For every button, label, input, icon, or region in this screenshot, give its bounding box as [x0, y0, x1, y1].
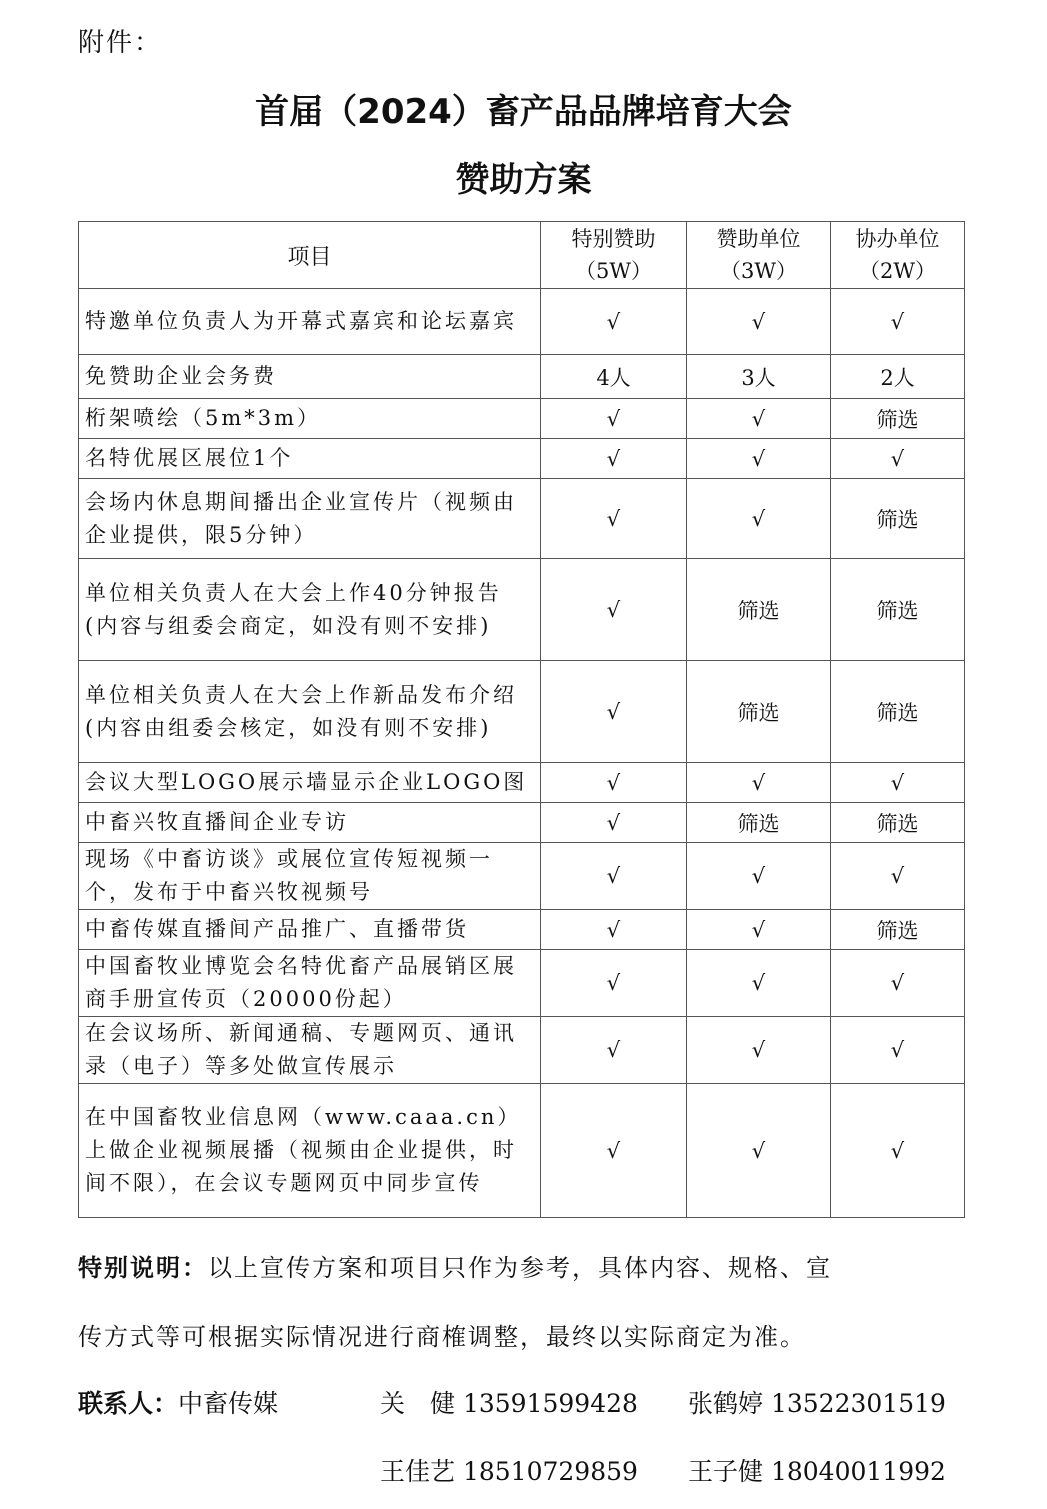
row-item: 桁架喷绘（5m*3m）	[79, 399, 541, 439]
row-item: 单位相关负责人在大会上作40分钟报告(内容与组委会商定，如没有则不安排)	[79, 559, 541, 661]
contact-person	[380, 1452, 638, 1488]
row-item: 中国畜牧业博览会名特优畜产品展销区展商手册宣传页（20000份起）	[79, 950, 541, 1017]
contact-person	[688, 1452, 946, 1488]
table-row	[79, 399, 965, 439]
check-icon: √	[541, 1084, 687, 1218]
check-icon: √	[541, 661, 687, 763]
check-icon: √	[831, 439, 965, 479]
check-icon: √	[541, 763, 687, 803]
table-row	[79, 355, 965, 399]
table-row	[79, 1084, 965, 1218]
document-subtitle: 赞助方案	[455, 160, 592, 200]
row-value: 筛选	[687, 661, 831, 763]
row-item: 特邀单位负责人为开幕式嘉宾和论坛嘉宾	[79, 289, 541, 355]
special-note-text: 以上宣传方案和项目只作为参考，具体内容、规格、宣	[208, 1254, 832, 1282]
check-icon: √	[687, 289, 831, 355]
row-item: 中畜传媒直播间产品推广、直播带货	[79, 910, 541, 950]
tier-name: 协办单位	[855, 227, 940, 251]
check-icon: √	[541, 843, 687, 910]
column-header-co-organizer	[831, 222, 965, 289]
row-item: 现场《中畜访谈》或展位宣传短视频一个，发布于中畜兴牧视频号	[79, 843, 541, 910]
check-icon: √	[831, 843, 965, 910]
tier-name: 特别赞助	[571, 227, 656, 251]
check-icon: √	[687, 1017, 831, 1084]
table-row	[79, 289, 965, 355]
check-icon: √	[541, 803, 687, 843]
table-row	[79, 1017, 965, 1084]
row-item: 中畜兴牧直播间企业专访	[79, 803, 541, 843]
check-icon: √	[687, 399, 831, 439]
row-value: 筛选	[831, 399, 965, 439]
special-note-line1	[78, 1248, 958, 1283]
check-icon: √	[687, 439, 831, 479]
table-row	[79, 661, 965, 763]
table-header-row	[79, 222, 965, 289]
row-value: 筛选	[831, 479, 965, 559]
contact-person	[380, 1384, 638, 1420]
row-item: 免赞助企业会务费	[79, 355, 541, 399]
check-icon: √	[831, 950, 965, 1017]
contact-phone: 13591599428	[462, 1389, 638, 1418]
table-row	[79, 950, 965, 1017]
row-item: 单位相关负责人在大会上作新品发布介绍(内容由组委会核定，如没有则不安排)	[79, 661, 541, 763]
row-value: 3人	[687, 355, 831, 399]
row-value: 筛选	[831, 803, 965, 843]
table-row	[79, 843, 965, 910]
row-value: 2人	[831, 355, 965, 399]
tier-price: （3W）	[720, 259, 797, 283]
row-item: 会议大型LOGO展示墙显示企业LOGO图	[79, 763, 541, 803]
document-title: 首届（2024）畜产品品牌培育大会	[255, 92, 792, 132]
row-value: 筛选	[687, 559, 831, 661]
special-note-line2: 传方式等可根据实际情况进行商榷调整，最终以实际商定为准。	[78, 1323, 806, 1351]
row-value: 4人	[541, 355, 687, 399]
check-icon: √	[541, 910, 687, 950]
row-item: 名特优展区展位1个	[79, 439, 541, 479]
attachment-label: 附件：	[78, 28, 163, 58]
contact-label: 联系人：	[78, 1389, 179, 1418]
sponsorship-table	[78, 221, 965, 1218]
table-row	[79, 479, 965, 559]
special-note-label: 特别说明：	[78, 1254, 208, 1282]
row-value: 筛选	[831, 661, 965, 763]
table-row	[79, 763, 965, 803]
contact-name: 关 健	[380, 1389, 456, 1418]
check-icon: √	[541, 439, 687, 479]
contact-name: 王佳艺	[380, 1457, 456, 1486]
check-icon: √	[541, 399, 687, 439]
row-item: 在会议场所、新闻通稿、专题网页、通讯录（电子）等多处做宣传展示	[79, 1017, 541, 1084]
contact-name: 张鹤婷	[688, 1389, 764, 1418]
column-header-sponsor	[687, 222, 831, 289]
contact-phone: 18510729859	[462, 1457, 638, 1486]
contact-phone: 18040011992	[770, 1457, 946, 1486]
table-row	[79, 910, 965, 950]
row-value: 筛选	[831, 910, 965, 950]
check-icon: √	[541, 1017, 687, 1084]
contact-phone: 13522301519	[770, 1389, 946, 1418]
contact-org: 中畜传媒	[178, 1389, 279, 1418]
column-header-item: 项目	[79, 222, 541, 289]
tier-name: 赞助单位	[716, 227, 801, 251]
contact-person	[688, 1384, 946, 1420]
column-header-special-sponsor	[541, 222, 687, 289]
check-icon: √	[541, 289, 687, 355]
check-icon: √	[831, 1017, 965, 1084]
check-icon: √	[687, 479, 831, 559]
tier-price: （2W）	[859, 259, 936, 283]
row-value: 筛选	[831, 559, 965, 661]
check-icon: √	[831, 1084, 965, 1218]
check-icon: √	[687, 910, 831, 950]
check-icon: √	[541, 559, 687, 661]
check-icon: √	[687, 763, 831, 803]
row-value: 筛选	[687, 803, 831, 843]
contacts-label	[78, 1384, 278, 1420]
table-row	[79, 803, 965, 843]
check-icon: √	[687, 843, 831, 910]
check-icon: √	[687, 1084, 831, 1218]
check-icon: √	[831, 289, 965, 355]
check-icon: √	[541, 479, 687, 559]
row-item: 在中国畜牧业信息网（www.caaa.cn）上做企业视频展播（视频由企业提供，时间不限），在会议专题网页中同步宣传	[79, 1084, 541, 1218]
check-icon: √	[831, 763, 965, 803]
check-icon: √	[687, 950, 831, 1017]
table-row	[79, 439, 965, 479]
tier-price: （5W）	[575, 259, 652, 283]
row-item: 会场内休息期间播出企业宣传片（视频由企业提供，限5分钟）	[79, 479, 541, 559]
contact-name: 王子健	[688, 1457, 764, 1486]
check-icon: √	[541, 950, 687, 1017]
table-row	[79, 559, 965, 661]
